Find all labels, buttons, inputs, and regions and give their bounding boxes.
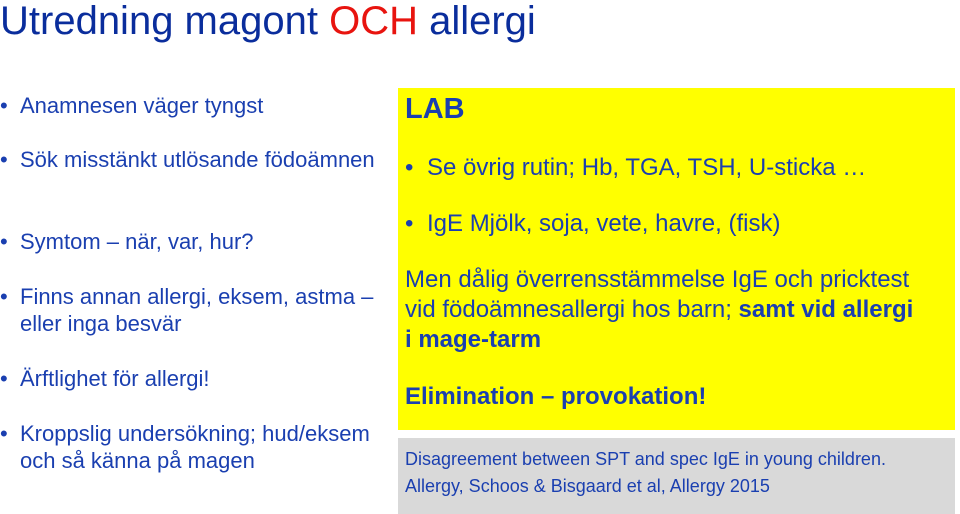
title-highlight: OCH bbox=[329, 0, 418, 43]
left-bullet: • Symtom – när, var, hur? bbox=[20, 228, 380, 255]
slide-title bbox=[0, 0, 536, 44]
lab-paragraph-bold: samt vid allergi i mage-tarm bbox=[405, 296, 914, 353]
reference-line-1: Disagreement between SPT and spec IgE in young children. bbox=[405, 449, 886, 469]
title-part-3: allergi bbox=[417, 0, 536, 43]
lab-box bbox=[398, 88, 955, 430]
lab-paragraph bbox=[405, 265, 925, 355]
left-bullet: • Finns annan allergi, eksem, astma – eller inga besvär bbox=[20, 283, 380, 337]
left-bullet: • Kroppslig undersökning; hud/eksem och så känna på magen bbox=[20, 420, 380, 474]
left-bullet: • Anamnesen väger tyngst bbox=[20, 92, 380, 119]
left-bullet: • Ärftlighet för allergi! bbox=[20, 365, 380, 392]
left-bullet: • Sök misstänkt utlösande födoämnen bbox=[20, 146, 380, 173]
lab-bullet: • IgE Mjölk, soja, vete, havre, (fisk) bbox=[405, 209, 960, 239]
lab-heading: LAB bbox=[405, 93, 465, 125]
title-part-1: Utredning magont bbox=[0, 0, 330, 43]
lab-bullet: • Se övrig rutin; Hb, TGA, TSH, U-sticka … bbox=[405, 153, 960, 183]
lab-paragraph-text: Men dålig överrensstämmelse IgE och pricktest vid födoämnesallergi hos barn; bbox=[405, 266, 910, 323]
lab-elimination: Elimination – provokation! bbox=[405, 383, 707, 410]
reference-line-2: Allergy, Schoos & Bisgaard et al, Allergy 2015 bbox=[405, 476, 770, 496]
